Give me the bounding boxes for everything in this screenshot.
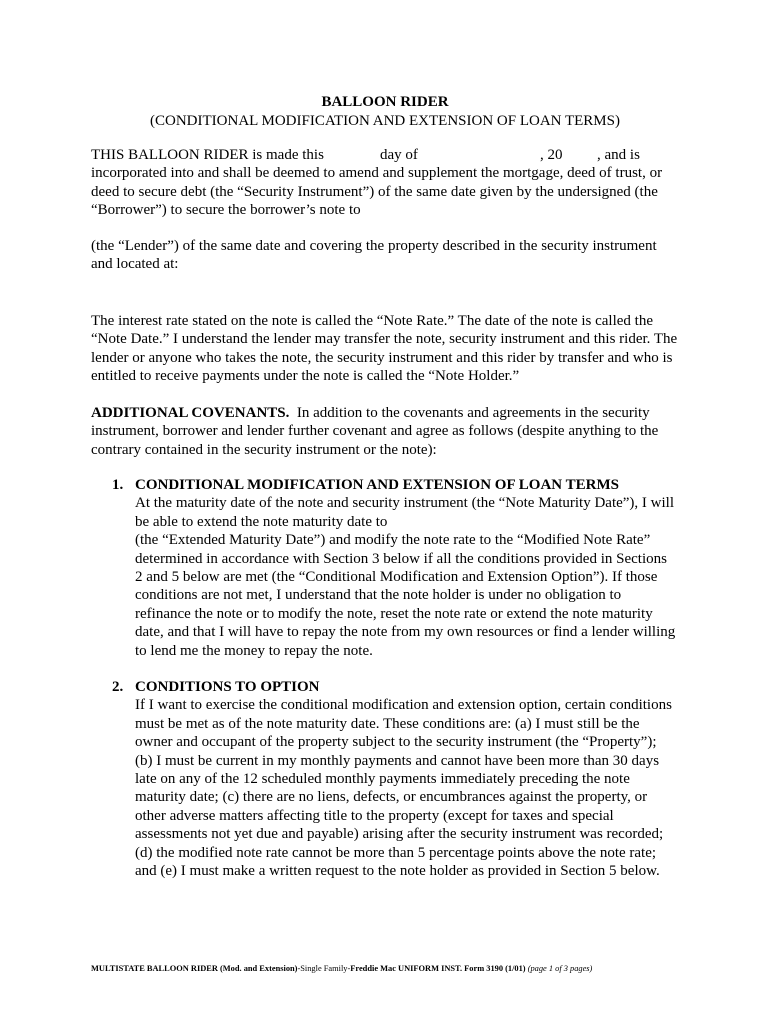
section-2-line: (d) the modified note rate cannot be more than 5 percentage points above the note rate;: [135, 844, 657, 861]
section-1-line: date, and that I will have to repay the note from my own resources or find a lender willing: [135, 624, 676, 641]
covenants-line: instrument, borrower and lender further covenant and agree as follows (despite anything to the: [91, 423, 659, 440]
footer-form-title: MULTISTATE BALLOON RIDER (Mod. and Extension): [91, 964, 298, 973]
intro-text-and-is: , and is: [597, 147, 640, 163]
intro-line: “Borrower”) to secure the borrower’s note to: [91, 202, 361, 219]
intro-line: deed to secure debt (the “Security Instrument”) of the same date given by the undersigned (the: [91, 183, 658, 200]
section-2-line: other adverse matters affecting title to the property (except for taxes and special: [135, 807, 614, 824]
section-2-number: 2.: [112, 679, 124, 695]
covenants-first-line: [91, 404, 691, 422]
section-1-line: determined in accordance with Section 3 below if all the conditions provided in Sections: [135, 550, 667, 567]
section-1-line: (the “Extended Maturity Date”) and modify the note rate to the “Modified Note Rate”: [135, 532, 651, 549]
covenants-heading: ADDITIONAL COVENANTS.: [91, 405, 290, 421]
section-2-line: maturity date; (c) there are no liens, defects, or encumbrances against the property, or: [135, 789, 648, 806]
section-2-line: assessments not yet due and payable) arising after the security instrument was recorded;: [135, 826, 664, 843]
covenants-line: contrary contained in the security instrument or the note):: [91, 441, 437, 458]
section-1-line: At the maturity date of the note and security instrument (the “Note Maturity Date”), I will: [135, 495, 675, 512]
lender-line: and located at:: [91, 256, 179, 273]
covenants-first-line-text: In addition to the covenants and agreements in the security: [296, 405, 650, 421]
section-1-line: 2 and 5 below are met (the “Conditional Modification and Extension Option”). If those: [135, 568, 658, 585]
section-2-line: late on any of the 12 scheduled monthly payments immediately preceding the note: [135, 770, 630, 787]
section-1-line: refinance the note or to modify the note, reset the note rate or extend the note maturity: [135, 605, 653, 622]
lender-paragraph: [91, 237, 691, 274]
intro-paragraph: [91, 146, 691, 220]
section-1-line: be able to extend the note maturity date to: [135, 513, 388, 530]
section-2-heading: CONDITIONS TO OPTION: [135, 679, 320, 695]
section-1-body: [135, 494, 695, 660]
section-2-line: and (e) I must make a written request to the note holder as provided in Section 5 below.: [135, 862, 660, 879]
note-rate-line: “Note Date.” I understand the lender may transfer the note, security instrument and this rider. The: [91, 331, 678, 348]
note-rate-line: entitled to receive payments under the note is called the “Note Holder.”: [91, 368, 520, 385]
intro-first-line: [91, 146, 691, 164]
section-2-body: [135, 696, 695, 880]
section-2-line: must be met as of the note maturity date. These conditions are: (a) I must still be the: [135, 715, 640, 732]
section-1-line: to lend me the money to repay the note.: [135, 642, 373, 659]
section-2-line: owner and occupant of the property subject to the security instrument (the “Property”);: [135, 734, 657, 751]
document-subtitle: (CONDITIONAL MODIFICATION AND EXTENSION OF LOAN TERMS): [150, 113, 620, 129]
footer-family: -Single Family-: [297, 964, 351, 973]
document-title: BALLOON RIDER: [321, 94, 449, 110]
section-1-number: 1.: [112, 477, 124, 493]
lender-line: (the “Lender”) of the same date and covering the property described in the security instrument: [91, 238, 657, 254]
section-2-line: If I want to exercise the conditional modification and extension option, certain conditions: [135, 697, 672, 714]
section-1-heading: CONDITIONAL MODIFICATION AND EXTENSION OF LOAN TERMS: [135, 477, 619, 493]
note-rate-line: lender or anyone who takes the note, the security instrument and this rider by transfer and who is: [91, 349, 673, 366]
note-rate-line: The interest rate stated on the note is called the “Note Rate.” The date of the note is called the: [91, 313, 654, 329]
footer-form-number: Freddie Mac UNIFORM INST. Form 3190 (1/01): [350, 964, 526, 973]
note-rate-paragraph: [91, 312, 691, 386]
covenants-paragraph: [91, 404, 691, 459]
footer-page-count: (page 1 of 3 pages): [527, 964, 593, 973]
page-footer: [91, 963, 592, 974]
intro-text-made-this: THIS BALLOON RIDER is made this: [91, 147, 324, 163]
section-1-line: conditions are not met, I understand that the note holder is under no obligation to: [135, 587, 622, 604]
intro-line: incorporated into and shall be deemed to amend and supplement the mortgage, deed of trust, or: [91, 165, 663, 182]
intro-text-year: , 20: [540, 147, 563, 163]
section-2-line: (b) I must be current in my monthly payments and cannot have been more than 30 days: [135, 752, 660, 769]
intro-text-day-of: day of: [380, 147, 418, 163]
